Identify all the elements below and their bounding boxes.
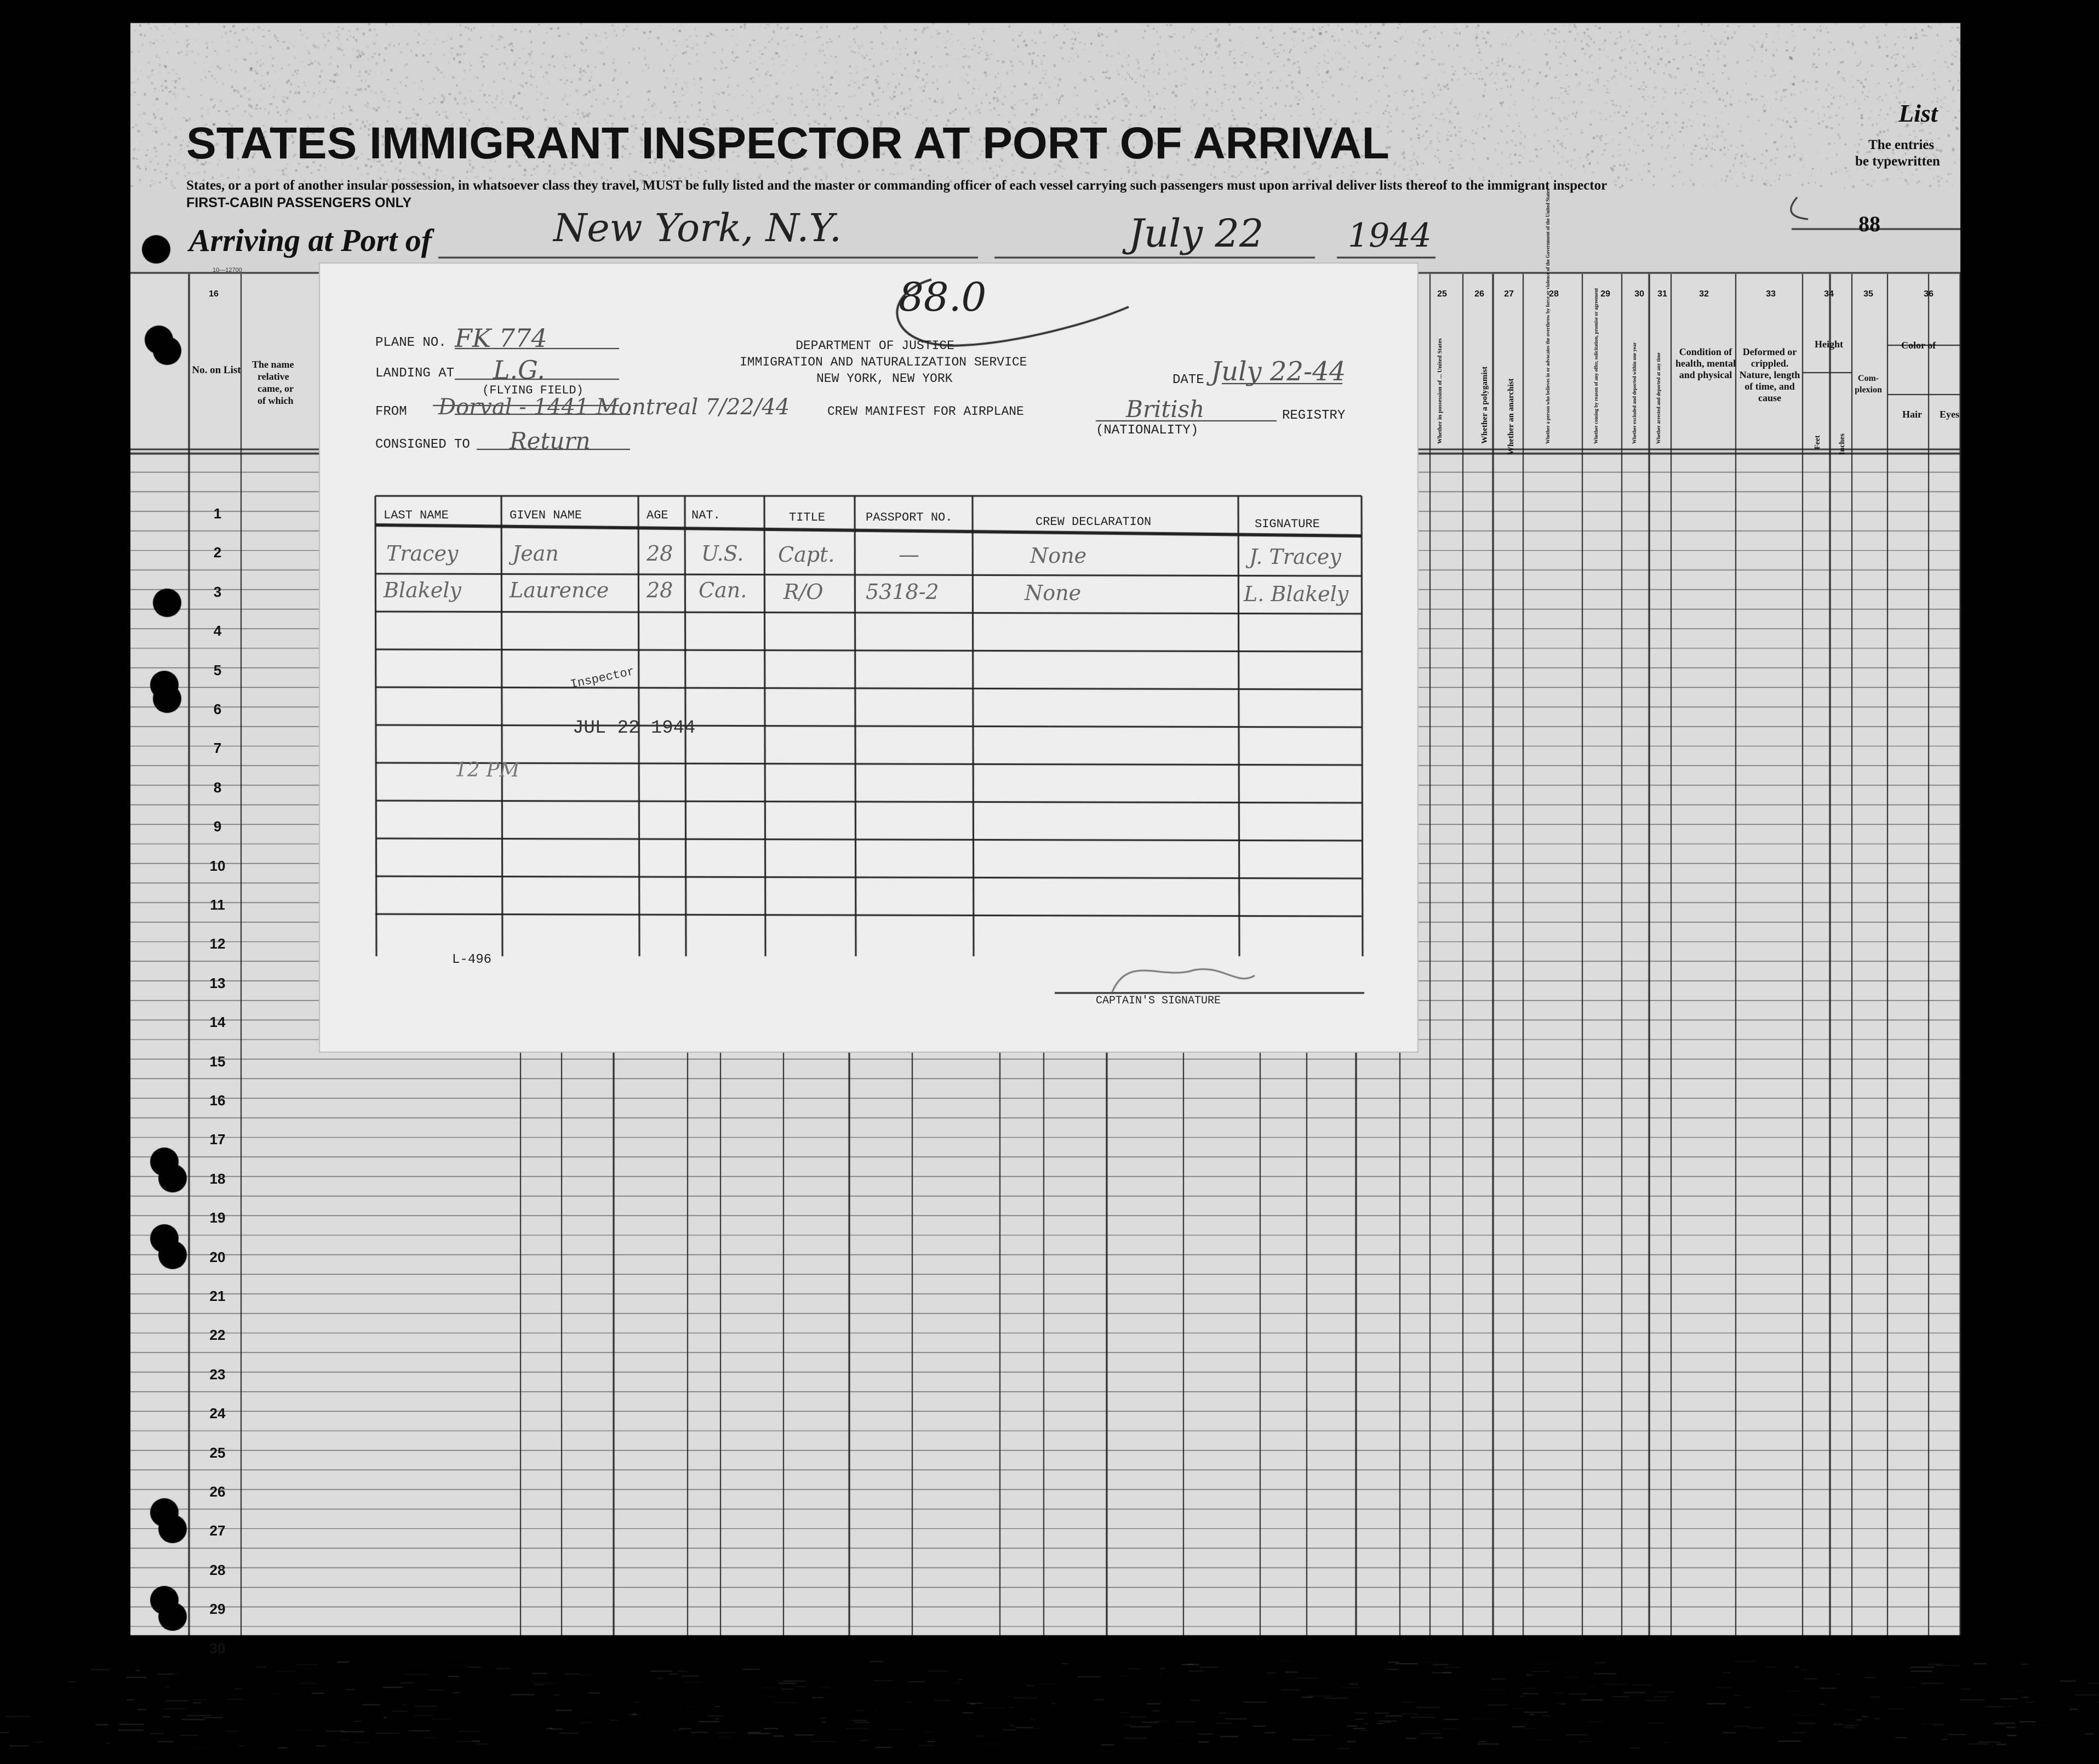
crew-col-signature: SIGNATURE	[1255, 517, 1320, 531]
row-number: 2	[213, 544, 222, 561]
landing-value: L.G.	[493, 355, 545, 385]
crew-col-age: AGE	[647, 509, 668, 522]
row-number: 24	[209, 1405, 226, 1422]
col-25-header: Whether in possession of ... United States	[1437, 338, 1443, 444]
row-number: 18	[209, 1171, 226, 1187]
col-35-number: 35	[1863, 289, 1873, 299]
col-33-number: 33	[1766, 289, 1776, 299]
landing-label: LANDING AT	[375, 366, 455, 381]
col-26-number: 26	[1474, 289, 1484, 299]
col-35-header: Com-plexion	[1855, 374, 1882, 395]
date-value: July 22-44	[1211, 356, 1346, 387]
dept-line-2: IMMIGRATION AND NATURALIZATION SERVICE	[740, 355, 1027, 369]
row-number: 9	[213, 818, 222, 835]
form-title: STATES IMMIGRANT INSPECTOR AT PORT OF ARRIVAL	[186, 118, 1389, 168]
row-number: 25	[209, 1445, 226, 1461]
col-36-header: Color of	[1901, 340, 1936, 351]
col-31-number: 31	[1657, 289, 1667, 299]
crew-row-2-declaration: None	[1025, 581, 1082, 605]
row-number: 30	[209, 1640, 226, 1657]
col-32-header: Condition of health, mental and physical	[1675, 346, 1736, 380]
row-number: 22	[209, 1327, 226, 1343]
crew-col-last-name: LAST NAME	[384, 509, 449, 522]
crew-row-1-declaration: None	[1030, 544, 1087, 568]
col-16-number: 16	[209, 289, 219, 299]
captain-signature-label: CAPTAIN'S SIGNATURE	[1096, 995, 1221, 1007]
name-header-2: relative	[258, 371, 289, 382]
row-number: 17	[209, 1131, 226, 1148]
col-36-eyes: Eyes	[1940, 409, 1959, 420]
col-29-number: 29	[1600, 289, 1610, 299]
crew-row-1-title: Capt.	[778, 543, 835, 567]
crew-row-2-last-name: Blakely	[384, 578, 461, 602]
crew-row-1-nat: U.S.	[701, 541, 744, 566]
row-number: 3	[213, 584, 222, 600]
plane-no-label: PLANE NO.	[375, 335, 447, 350]
row-number: 15	[209, 1053, 226, 1070]
arriving-label: Arriving at Port of	[189, 222, 432, 258]
consigned-label: CONSIGNED TO	[375, 437, 470, 452]
row-number: 11	[210, 897, 225, 913]
row-number: 10	[209, 858, 226, 874]
entries-note-1: The entries	[1868, 138, 1935, 152]
flying-field-label: (FLYING FIELD)	[482, 384, 584, 397]
inspector-stamp: Inspector	[569, 664, 636, 692]
from-value: Dorval - 1441 Montreal 7/22/44	[438, 395, 790, 420]
list-label: List	[1898, 99, 1938, 127]
crew-col-title: TITLE	[789, 511, 826, 524]
handwritten-reference: 88.0	[899, 274, 987, 320]
row-number: 13	[209, 975, 226, 991]
row-number: 7	[213, 740, 222, 756]
col-30-header: Whether excluded and deported within one year	[1632, 342, 1637, 444]
crew-row-1-passport: —	[899, 543, 919, 567]
inspection-stamp-time: 12 PM	[455, 759, 520, 781]
col-27-header: Whether an anarchist	[1507, 378, 1515, 455]
crew-row-1-age: 28	[647, 541, 673, 566]
manifest-title: CREW MANIFEST FOR AIRPLANE	[827, 404, 1024, 419]
form-instructions: States, or a port of another insular possession, in whatsoever class they travel, MUST be fully listed and the master or commanding officer of each vessel carrying such passengers must upon arrival deliver lists thereof to the immigrant inspector	[186, 178, 1608, 193]
row-number: 4	[213, 623, 222, 639]
col-26-header: Whether a polygamist	[1480, 366, 1489, 444]
row-number: 6	[213, 701, 222, 717]
col-32-number: 32	[1699, 289, 1709, 299]
name-header-4: of which	[258, 395, 294, 406]
no-on-list-header: No. on List	[192, 364, 241, 376]
row-number: 23	[209, 1366, 226, 1383]
row-number: 8	[213, 779, 222, 796]
row-number: 12	[209, 935, 226, 952]
row-number: 14	[209, 1014, 226, 1030]
col-34-number: 34	[1824, 289, 1834, 299]
consigned-value: Return	[510, 427, 591, 454]
name-header-1: The name	[252, 359, 294, 370]
crew-col-passport: PASSPORT NO.	[866, 511, 953, 524]
crew-row-2-given-name: Laurence	[510, 578, 609, 602]
row-number: 20	[209, 1249, 226, 1265]
form-code: 10—12700	[213, 267, 242, 273]
row-number: 5	[213, 662, 222, 678]
entries-note-2: be typewritten	[1855, 154, 1940, 169]
crew-row-2-passport: 5318-2	[866, 580, 939, 604]
row-number: 27	[209, 1522, 226, 1539]
crew-row-2-age: 28	[647, 578, 673, 602]
col-27-number: 27	[1504, 289, 1514, 299]
row-number: 26	[209, 1483, 226, 1500]
col-34-inches: Inches	[1838, 433, 1846, 455]
col-28-number: 28	[1549, 289, 1559, 299]
crew-col-declaration: CREW DECLARATION	[1036, 515, 1152, 529]
col-29-header: Whether coming by reason of any offer, solicitation, promise or agreement	[1593, 288, 1599, 444]
date-label: DATE	[1173, 373, 1204, 387]
crew-row-2-nat: Can.	[699, 578, 747, 602]
row-number: 1	[213, 505, 222, 522]
row-number: 16	[209, 1092, 226, 1109]
dept-line-3: NEW YORK, NEW YORK	[816, 372, 953, 386]
crew-col-nat: NAT.	[691, 509, 720, 522]
col-36-hair: Hair	[1902, 409, 1922, 420]
col-25-number: 25	[1437, 289, 1447, 299]
from-label: FROM	[375, 404, 407, 419]
col-28-header: Whether a person who believes in or advocates the overthrow by force or violence of the Government of the United States	[1545, 189, 1551, 444]
crew-col-given-name: GIVEN NAME	[510, 509, 582, 522]
crew-row-1-given-name: Jean	[512, 541, 559, 566]
row-number: 21	[209, 1288, 226, 1304]
card-form-number: L-496	[452, 952, 492, 967]
inspection-stamp-date: JUL 22 1944	[573, 718, 696, 739]
col-30-number: 30	[1634, 289, 1644, 299]
col-34-header: Height	[1815, 339, 1843, 350]
row-number: 19	[209, 1209, 226, 1226]
plane-no-value: FK 774	[455, 323, 547, 353]
nationality-value: British	[1126, 396, 1205, 423]
crew-row-1-signature: J. Tracey	[1249, 545, 1341, 569]
row-number: 28	[209, 1562, 226, 1578]
arriving-year: 1944	[1348, 216, 1432, 255]
row-number: 29	[209, 1601, 226, 1617]
col-36-number: 36	[1924, 289, 1934, 299]
col-31-header: Whether arrested and deported at any time	[1656, 352, 1661, 444]
list-number: 88	[1858, 212, 1880, 236]
crew-row-2-title: R/O	[783, 580, 823, 604]
first-cabin-note: FIRST-CABIN PASSENGERS ONLY	[186, 195, 412, 210]
name-header-3: came, or	[258, 383, 294, 394]
crew-row-1-last-name: Tracey	[386, 541, 459, 566]
col-33-header: Deformed or crippled. Nature, length of time, and cause	[1739, 346, 1800, 403]
col-34-feet: Feet	[1814, 435, 1822, 449]
nationality-label: (NATIONALITY)	[1096, 423, 1199, 438]
arriving-port: New York, N.Y.	[553, 205, 842, 250]
arriving-date: July 22	[1129, 211, 1264, 256]
crew-row-2-signature: L. Blakely	[1244, 582, 1349, 606]
registry-label: REGISTRY	[1282, 408, 1346, 423]
dept-line-1: DEPARTMENT OF JUSTICE	[796, 339, 954, 353]
